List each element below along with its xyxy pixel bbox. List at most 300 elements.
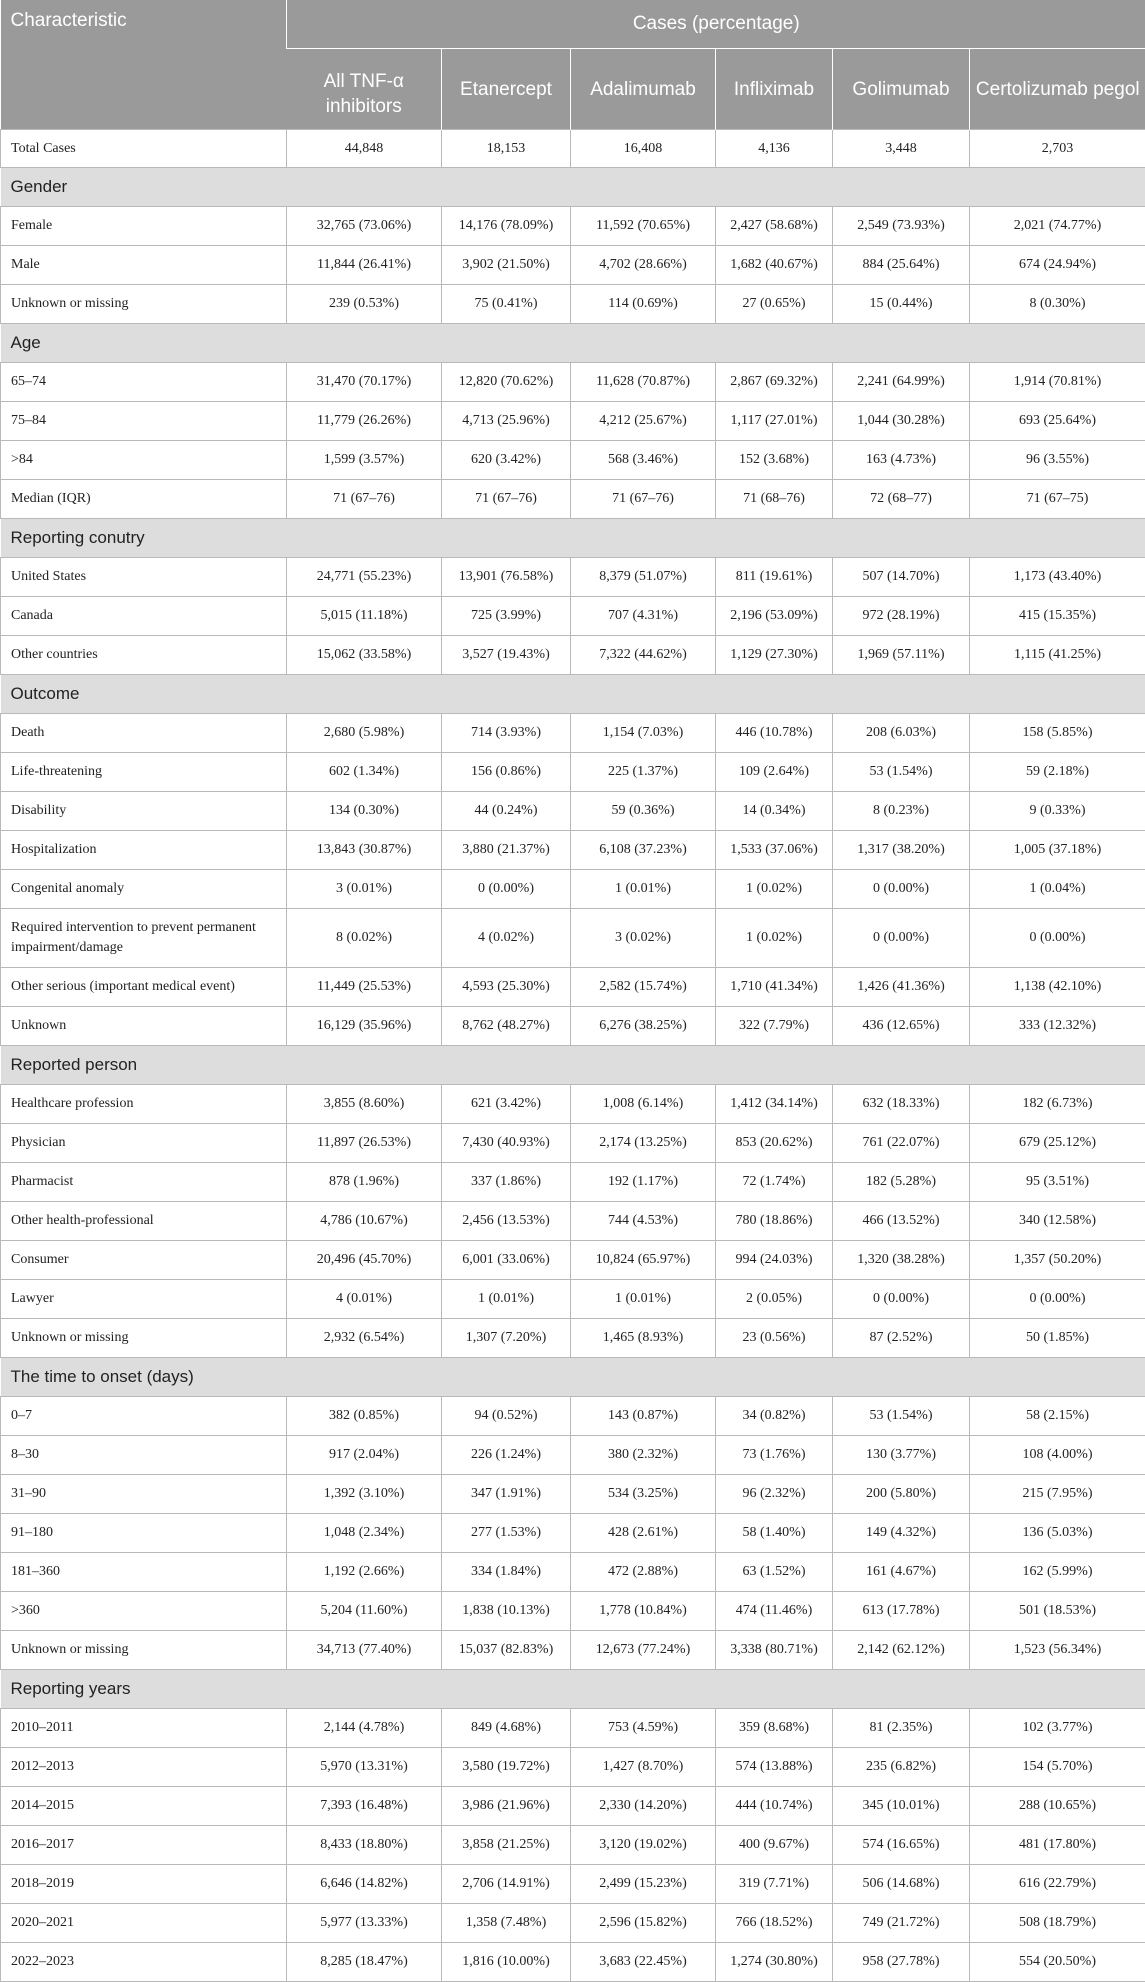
table-cell: 481 (17.80%) <box>970 1826 1145 1865</box>
table-cell: 444 (10.74%) <box>716 1787 833 1826</box>
table-row <box>1 130 1145 168</box>
table-cell: 878 (1.96%) <box>287 1163 442 1202</box>
table-cell: 2 (0.05%) <box>716 1280 833 1319</box>
table-cell: 13,901 (76.58%) <box>442 558 571 597</box>
table-cell: 994 (24.03%) <box>716 1241 833 1280</box>
section-header-row <box>1 675 1145 714</box>
table-cell: 108 (4.00%) <box>970 1436 1145 1475</box>
table-cell: 50 (1.85%) <box>970 1319 1145 1358</box>
table-row <box>1 968 1145 1007</box>
table-cell: 2,456 (13.53%) <box>442 1202 571 1241</box>
table-cell: 884 (25.64%) <box>833 246 970 285</box>
table-cell: 3,120 (19.02%) <box>571 1826 716 1865</box>
table-row <box>1 870 1145 909</box>
table-cell: 1,005 (37.18%) <box>970 831 1145 870</box>
col-header-golimumab: Golimumab <box>833 49 970 130</box>
table-cell: 1,914 (70.81%) <box>970 363 1145 402</box>
table-cell: 3,986 (21.96%) <box>442 1787 571 1826</box>
table-cell: 853 (20.62%) <box>716 1124 833 1163</box>
table-cell: 1,307 (7.20%) <box>442 1319 571 1358</box>
table-cell: 44 (0.24%) <box>442 792 571 831</box>
table-cell: 1,838 (10.13%) <box>442 1592 571 1631</box>
table-row <box>1 1631 1145 1670</box>
table-cell: 1 (0.04%) <box>970 870 1145 909</box>
table-cell: 11,449 (25.53%) <box>287 968 442 1007</box>
table-row <box>1 246 1145 285</box>
table-cell: 2,330 (14.20%) <box>571 1787 716 1826</box>
table-cell: 333 (12.32%) <box>970 1007 1145 1046</box>
table-cell: 6,646 (14.82%) <box>287 1865 442 1904</box>
table-cell: 0 (0.00%) <box>833 909 970 968</box>
table-cell: 1,533 (37.06%) <box>716 831 833 870</box>
row-label: >360 <box>1 1592 287 1631</box>
table-cell: 1,682 (40.67%) <box>716 246 833 285</box>
section-label: Gender <box>1 168 1145 207</box>
table-cell: 5,204 (11.60%) <box>287 1592 442 1631</box>
table-cell: 6,001 (33.06%) <box>442 1241 571 1280</box>
table-cell: 14,176 (78.09%) <box>442 207 571 246</box>
table-cell: 1,117 (27.01%) <box>716 402 833 441</box>
table-cell: 8,379 (51.07%) <box>571 558 716 597</box>
table-cell: 574 (16.65%) <box>833 1826 970 1865</box>
row-label: 75–84 <box>1 402 287 441</box>
table-row <box>1 792 1145 831</box>
table-cell: 225 (1.37%) <box>571 753 716 792</box>
table-cell: 16,408 <box>571 130 716 168</box>
table-row <box>1 597 1145 636</box>
table-cell: 7,322 (44.62%) <box>571 636 716 675</box>
section-label: The time to onset (days) <box>1 1358 1145 1397</box>
table-cell: 4,593 (25.30%) <box>442 968 571 1007</box>
table-cell: 958 (27.78%) <box>833 1943 970 1982</box>
table-cell: 568 (3.46%) <box>571 441 716 480</box>
table-cell: 58 (1.40%) <box>716 1514 833 1553</box>
table-cell: 714 (3.93%) <box>442 714 571 753</box>
table-row <box>1 1826 1145 1865</box>
row-label: 0–7 <box>1 1397 287 1436</box>
table-cell: 2,867 (69.32%) <box>716 363 833 402</box>
table-cell: 2,144 (4.78%) <box>287 1709 442 1748</box>
table-cell: 1,969 (57.11%) <box>833 636 970 675</box>
table-cell: 24,771 (55.23%) <box>287 558 442 597</box>
section-header-row <box>1 168 1145 207</box>
table-cell: 1,426 (41.36%) <box>833 968 970 1007</box>
table-cell: 0 (0.00%) <box>833 1280 970 1319</box>
row-label: Unknown or missing <box>1 1631 287 1670</box>
table-cell: 415 (15.35%) <box>970 597 1145 636</box>
table-cell: 574 (13.88%) <box>716 1748 833 1787</box>
row-label: Consumer <box>1 1241 287 1280</box>
section-label: Reported person <box>1 1046 1145 1085</box>
table-cell: 15 (0.44%) <box>833 285 970 324</box>
table-cell: 4,786 (10.67%) <box>287 1202 442 1241</box>
section-header-row <box>1 1358 1145 1397</box>
table-cell: 71 (68–76) <box>716 480 833 519</box>
table-cell: 12,673 (77.24%) <box>571 1631 716 1670</box>
table-row <box>1 1163 1145 1202</box>
section-label: Reporting conutry <box>1 519 1145 558</box>
table-cell: 508 (18.79%) <box>970 1904 1145 1943</box>
table-cell: 11,844 (26.41%) <box>287 246 442 285</box>
table-cell: 6,276 (38.25%) <box>571 1007 716 1046</box>
table-row <box>1 285 1145 324</box>
table-cell: 1 (0.02%) <box>716 909 833 968</box>
table-cell: 71 (67–76) <box>287 480 442 519</box>
row-label: United States <box>1 558 287 597</box>
table-cell: 5,970 (13.31%) <box>287 1748 442 1787</box>
table-cell: 1,523 (56.34%) <box>970 1631 1145 1670</box>
table-cell: 2,582 (15.74%) <box>571 968 716 1007</box>
table-cell: 59 (2.18%) <box>970 753 1145 792</box>
table-cell: 10,824 (65.97%) <box>571 1241 716 1280</box>
table-cell: 11,628 (70.87%) <box>571 363 716 402</box>
table-row <box>1 1280 1145 1319</box>
table-cell: 2,499 (15.23%) <box>571 1865 716 1904</box>
table-cell: 2,680 (5.98%) <box>287 714 442 753</box>
table-cell: 8 (0.30%) <box>970 285 1145 324</box>
table-cell: 1,816 (10.00%) <box>442 1943 571 1982</box>
table-cell: 9 (0.33%) <box>970 792 1145 831</box>
table-cell: 8,285 (18.47%) <box>287 1943 442 1982</box>
table-row <box>1 1202 1145 1241</box>
table-cell: 345 (10.01%) <box>833 1787 970 1826</box>
table-cell: 2,427 (58.68%) <box>716 207 833 246</box>
table-row <box>1 558 1145 597</box>
table-cell: 1,138 (42.10%) <box>970 968 1145 1007</box>
table-row <box>1 1709 1145 1748</box>
table-cell: 3,858 (21.25%) <box>442 1826 571 1865</box>
table-cell: 1 (0.01%) <box>571 1280 716 1319</box>
table-cell: 162 (5.99%) <box>970 1553 1145 1592</box>
table-cell: 1,599 (3.57%) <box>287 441 442 480</box>
table-cell: 1,317 (38.20%) <box>833 831 970 870</box>
table-cell: 11,779 (26.26%) <box>287 402 442 441</box>
table-cell: 972 (28.19%) <box>833 597 970 636</box>
table-row <box>1 1475 1145 1514</box>
table-cell: 3,527 (19.43%) <box>442 636 571 675</box>
row-label: Death <box>1 714 287 753</box>
table-cell: 75 (0.41%) <box>442 285 571 324</box>
row-label: Unknown or missing <box>1 285 287 324</box>
table-cell: 347 (1.91%) <box>442 1475 571 1514</box>
table-cell: 12,820 (70.62%) <box>442 363 571 402</box>
table-cell: 334 (1.84%) <box>442 1553 571 1592</box>
table-row <box>1 636 1145 675</box>
table-cell: 5,015 (11.18%) <box>287 597 442 636</box>
row-label: Healthcare profession <box>1 1085 287 1124</box>
table-cell: 14 (0.34%) <box>716 792 833 831</box>
table-cell: 200 (5.80%) <box>833 1475 970 1514</box>
table-row <box>1 1085 1145 1124</box>
table-cell: 400 (9.67%) <box>716 1826 833 1865</box>
row-label: 2018–2019 <box>1 1865 287 1904</box>
table-row <box>1 1553 1145 1592</box>
table-cell: 4,713 (25.96%) <box>442 402 571 441</box>
table-row <box>1 1436 1145 1475</box>
table-cell: 4 (0.01%) <box>287 1280 442 1319</box>
section-label: Outcome <box>1 675 1145 714</box>
table-cell: 44,848 <box>287 130 442 168</box>
table-cell: 15,037 (82.83%) <box>442 1631 571 1670</box>
table-row <box>1 480 1145 519</box>
row-label: >84 <box>1 441 287 480</box>
row-label: Other countries <box>1 636 287 675</box>
table-cell: 11,592 (70.65%) <box>571 207 716 246</box>
row-label: Canada <box>1 597 287 636</box>
table-cell: 1,465 (8.93%) <box>571 1319 716 1358</box>
table-cell: 744 (4.53%) <box>571 1202 716 1241</box>
table-cell: 226 (1.24%) <box>442 1436 571 1475</box>
col-header-all: All TNF-α inhibitors <box>287 49 442 130</box>
table-cell: 94 (0.52%) <box>442 1397 571 1436</box>
row-label: Unknown or missing <box>1 1319 287 1358</box>
table-cell: 0 (0.00%) <box>442 870 571 909</box>
table-cell: 8,433 (18.80%) <box>287 1826 442 1865</box>
table-cell: 34,713 (77.40%) <box>287 1631 442 1670</box>
table-cell: 380 (2.32%) <box>571 1436 716 1475</box>
row-label: Physician <box>1 1124 287 1163</box>
table-cell: 15,062 (33.58%) <box>287 636 442 675</box>
table-row <box>1 1592 1145 1631</box>
row-label: Lawyer <box>1 1280 287 1319</box>
table-cell: 149 (4.32%) <box>833 1514 970 1553</box>
table-header <box>1 0 1145 130</box>
table-cell: 182 (5.28%) <box>833 1163 970 1202</box>
section-header-row <box>1 1046 1145 1085</box>
row-label: 2022–2023 <box>1 1943 287 1982</box>
table-cell: 1,427 (8.70%) <box>571 1748 716 1787</box>
table-row <box>1 714 1145 753</box>
row-label: Life-threatening <box>1 753 287 792</box>
row-label: Other serious (important medical event) <box>1 968 287 1007</box>
table-cell: 1,392 (3.10%) <box>287 1475 442 1514</box>
row-label: 2020–2021 <box>1 1904 287 1943</box>
table-cell: 917 (2.04%) <box>287 1436 442 1475</box>
table-cell: 2,142 (62.12%) <box>833 1631 970 1670</box>
table-cell: 3,580 (19.72%) <box>442 1748 571 1787</box>
table-cell: 0 (0.00%) <box>970 1280 1145 1319</box>
table-cell: 2,021 (74.77%) <box>970 207 1145 246</box>
table-cell: 613 (17.78%) <box>833 1592 970 1631</box>
col-header-infliximab: Infliximab <box>716 49 833 130</box>
row-label: 2010–2011 <box>1 1709 287 1748</box>
table-cell: 811 (19.61%) <box>716 558 833 597</box>
table-cell: 3,880 (21.37%) <box>442 831 571 870</box>
table-cell: 11,897 (26.53%) <box>287 1124 442 1163</box>
row-label: 91–180 <box>1 1514 287 1553</box>
table-cell: 340 (12.58%) <box>970 1202 1145 1241</box>
table-cell: 766 (18.52%) <box>716 1904 833 1943</box>
row-label: 65–74 <box>1 363 287 402</box>
row-label: Median (IQR) <box>1 480 287 519</box>
table-row <box>1 1124 1145 1163</box>
row-label: 2014–2015 <box>1 1787 287 1826</box>
table-cell: 215 (7.95%) <box>970 1475 1145 1514</box>
section-label: Age <box>1 324 1145 363</box>
table-cell: 382 (0.85%) <box>287 1397 442 1436</box>
table-cell: 156 (0.86%) <box>442 753 571 792</box>
table-row <box>1 1319 1145 1358</box>
table-cell: 81 (2.35%) <box>833 1709 970 1748</box>
table-cell: 1 (0.01%) <box>571 870 716 909</box>
table-cell: 7,393 (16.48%) <box>287 1787 442 1826</box>
col-header-certolizumab: Certolizumab pegol <box>970 49 1145 130</box>
table-cell: 71 (67–76) <box>442 480 571 519</box>
row-label: Congenital anomaly <box>1 870 287 909</box>
table-cell: 3,902 (21.50%) <box>442 246 571 285</box>
table-cell: 161 (4.67%) <box>833 1553 970 1592</box>
table-cell: 3,338 (80.71%) <box>716 1631 833 1670</box>
table-cell: 761 (22.07%) <box>833 1124 970 1163</box>
table-cell: 446 (10.78%) <box>716 714 833 753</box>
table-cell: 2,703 <box>970 130 1145 168</box>
table-cell: 2,549 (73.93%) <box>833 207 970 246</box>
table-cell: 507 (14.70%) <box>833 558 970 597</box>
table-cell: 16,129 (35.96%) <box>287 1007 442 1046</box>
row-label: 31–90 <box>1 1475 287 1514</box>
table-cell: 1,778 (10.84%) <box>571 1592 716 1631</box>
table-cell: 72 (1.74%) <box>716 1163 833 1202</box>
table-cell: 474 (11.46%) <box>716 1592 833 1631</box>
table-cell: 239 (0.53%) <box>287 285 442 324</box>
table-cell: 2,241 (64.99%) <box>833 363 970 402</box>
table-cell: 32,765 (73.06%) <box>287 207 442 246</box>
table-cell: 87 (2.52%) <box>833 1319 970 1358</box>
table-row <box>1 909 1145 968</box>
table-cell: 1,008 (6.14%) <box>571 1085 716 1124</box>
table-cell: 428 (2.61%) <box>571 1514 716 1553</box>
table-cell: 72 (68–77) <box>833 480 970 519</box>
table-cell: 96 (3.55%) <box>970 441 1145 480</box>
row-label: Pharmacist <box>1 1163 287 1202</box>
table-cell: 554 (20.50%) <box>970 1943 1145 1982</box>
table-cell: 359 (8.68%) <box>716 1709 833 1748</box>
table-cell: 2,706 (14.91%) <box>442 1865 571 1904</box>
table-cell: 182 (6.73%) <box>970 1085 1145 1124</box>
table-cell: 1,320 (38.28%) <box>833 1241 970 1280</box>
table-body <box>1 130 1145 1982</box>
table-cell: 501 (18.53%) <box>970 1592 1145 1631</box>
table-cell: 322 (7.79%) <box>716 1007 833 1046</box>
table-cell: 102 (3.77%) <box>970 1709 1145 1748</box>
table-cell: 114 (0.69%) <box>571 285 716 324</box>
table-cell: 143 (0.87%) <box>571 1397 716 1436</box>
table-cell: 18,153 <box>442 130 571 168</box>
table-cell: 8 (0.23%) <box>833 792 970 831</box>
table-cell: 1,358 (7.48%) <box>442 1904 571 1943</box>
table-cell: 71 (67–76) <box>571 480 716 519</box>
table-cell: 0 (0.00%) <box>970 909 1145 968</box>
table-cell: 2,932 (6.54%) <box>287 1319 442 1358</box>
section-label: Reporting years <box>1 1670 1145 1709</box>
table-cell: 534 (3.25%) <box>571 1475 716 1514</box>
table-cell: 620 (3.42%) <box>442 441 571 480</box>
table-cell: 59 (0.36%) <box>571 792 716 831</box>
table-cell: 34 (0.82%) <box>716 1397 833 1436</box>
table-cell: 23 (0.56%) <box>716 1319 833 1358</box>
table-cell: 693 (25.64%) <box>970 402 1145 441</box>
table-cell: 3 (0.02%) <box>571 909 716 968</box>
table-cell: 53 (1.54%) <box>833 753 970 792</box>
table-cell: 1,357 (50.20%) <box>970 1241 1145 1280</box>
table-cell: 679 (25.12%) <box>970 1124 1145 1163</box>
table-row <box>1 753 1145 792</box>
row-label: Male <box>1 246 287 285</box>
table-cell: 725 (3.99%) <box>442 597 571 636</box>
table-cell: 0 (0.00%) <box>833 870 970 909</box>
table-cell: 152 (3.68%) <box>716 441 833 480</box>
table-cell: 1,044 (30.28%) <box>833 402 970 441</box>
table-row <box>1 402 1145 441</box>
table-cell: 136 (5.03%) <box>970 1514 1145 1553</box>
row-label: Disability <box>1 792 287 831</box>
table-row <box>1 1241 1145 1280</box>
table-cell: 602 (1.34%) <box>287 753 442 792</box>
table-cell: 158 (5.85%) <box>970 714 1145 753</box>
table-cell: 1,173 (43.40%) <box>970 558 1145 597</box>
table-cell: 7,430 (40.93%) <box>442 1124 571 1163</box>
table-cell: 707 (4.31%) <box>571 597 716 636</box>
table-row <box>1 831 1145 870</box>
table-cell: 3 (0.01%) <box>287 870 442 909</box>
row-label: Required intervention to prevent permanent impairment/damage <box>1 909 287 968</box>
characteristic-header: Characteristic <box>1 0 287 130</box>
table-cell: 749 (21.72%) <box>833 1904 970 1943</box>
table-row <box>1 441 1145 480</box>
table-cell: 337 (1.86%) <box>442 1163 571 1202</box>
table-row <box>1 1748 1145 1787</box>
section-header-row <box>1 324 1145 363</box>
table-cell: 31,470 (70.17%) <box>287 363 442 402</box>
col-header-etanercept: Etanercept <box>442 49 571 130</box>
table-cell: 1,154 (7.03%) <box>571 714 716 753</box>
row-label: Other health-professional <box>1 1202 287 1241</box>
table-cell: 1,115 (41.25%) <box>970 636 1145 675</box>
table-cell: 674 (24.94%) <box>970 246 1145 285</box>
table-cell: 1 (0.02%) <box>716 870 833 909</box>
table-cell: 1,412 (34.14%) <box>716 1085 833 1124</box>
table-row <box>1 1787 1145 1826</box>
table-cell: 849 (4.68%) <box>442 1709 571 1748</box>
section-header-row <box>1 519 1145 558</box>
table-cell: 58 (2.15%) <box>970 1397 1145 1436</box>
table-cell: 6,108 (37.23%) <box>571 831 716 870</box>
table-cell: 319 (7.71%) <box>716 1865 833 1904</box>
table-cell: 1,129 (27.30%) <box>716 636 833 675</box>
row-label: 8–30 <box>1 1436 287 1475</box>
row-label: 2016–2017 <box>1 1826 287 1865</box>
section-header-row <box>1 1670 1145 1709</box>
table-cell: 288 (10.65%) <box>970 1787 1145 1826</box>
table-cell: 1,048 (2.34%) <box>287 1514 442 1553</box>
table-cell: 109 (2.64%) <box>716 753 833 792</box>
table-cell: 1 (0.01%) <box>442 1280 571 1319</box>
row-label: Total Cases <box>1 130 287 168</box>
table-cell: 4,212 (25.67%) <box>571 402 716 441</box>
table-cell: 2,596 (15.82%) <box>571 1904 716 1943</box>
table-cell: 2,174 (13.25%) <box>571 1124 716 1163</box>
table-cell: 4,136 <box>716 130 833 168</box>
table-row <box>1 363 1145 402</box>
table-cell: 753 (4.59%) <box>571 1709 716 1748</box>
table-cell: 5,977 (13.33%) <box>287 1904 442 1943</box>
table-cell: 63 (1.52%) <box>716 1553 833 1592</box>
table-cell: 472 (2.88%) <box>571 1553 716 1592</box>
table-cell: 2,196 (53.09%) <box>716 597 833 636</box>
table-row <box>1 1007 1145 1046</box>
table-cell: 1,274 (30.80%) <box>716 1943 833 1982</box>
table-cell: 13,843 (30.87%) <box>287 831 442 870</box>
